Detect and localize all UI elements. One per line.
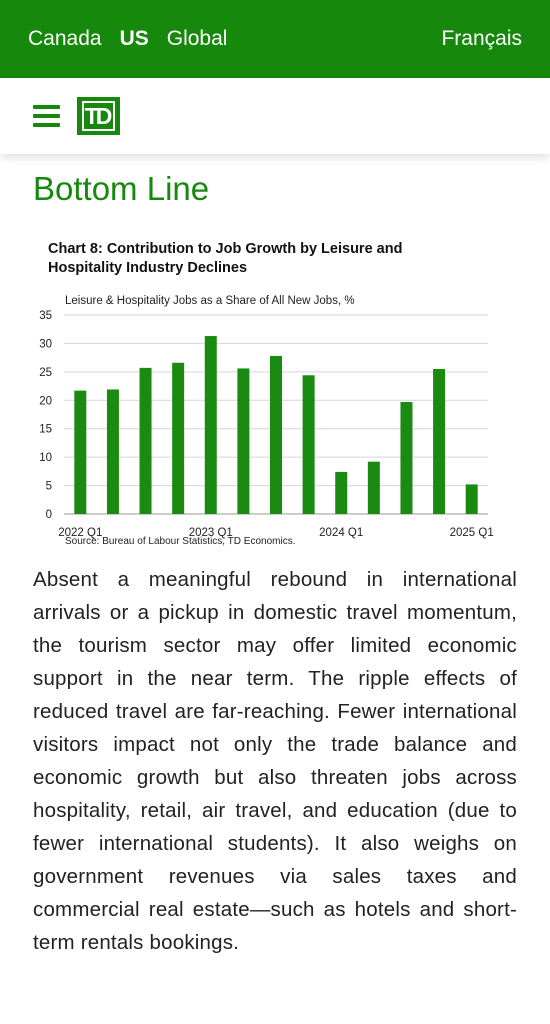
x-tick-label: 2025 Q1 bbox=[449, 527, 494, 539]
bar-2025-q1 bbox=[466, 484, 478, 514]
bar-2024-q2 bbox=[368, 462, 380, 514]
bar-2023-q3 bbox=[270, 356, 282, 514]
chart-subtitle: Leisure & Hospitality Jobs as a Share of All New Jobs, % bbox=[65, 295, 355, 307]
bar-2023-q4 bbox=[303, 375, 315, 514]
bar-2022-q1 bbox=[74, 391, 86, 514]
bar-chart bbox=[0, 290, 550, 539]
site-header bbox=[0, 78, 550, 154]
language-toggle[interactable]: Français bbox=[441, 27, 522, 50]
y-tick-label: 35 bbox=[39, 310, 52, 322]
x-tick-label: 2022 Q1 bbox=[58, 527, 103, 539]
region-link-global[interactable]: Global bbox=[166, 27, 228, 50]
bar-2024-q4 bbox=[433, 369, 445, 514]
article-paragraph: Absent a meaningful rebound in international arrivals or a pickup in domestic travel momentum, the tourism sector may offer limited economic support in the near term. The ripple effects of reduced travel are far-reaching. Fewer international visitors impact not only the trade balance and economic growth but also threaten jobs across hospitality, retail, air travel, and education (due to fewer international students). It also weighs on government revenues via sales taxes and commercial real estate—such as hotels and short-term rentals bookings. bbox=[33, 568, 517, 954]
y-tick-label: 30 bbox=[39, 338, 52, 351]
y-tick-label: 25 bbox=[39, 366, 52, 379]
bar-2022-q4 bbox=[172, 363, 184, 514]
bar-2022-q2 bbox=[107, 389, 119, 514]
y-tick-label: 0 bbox=[45, 509, 52, 521]
bar-2023-q1 bbox=[205, 336, 217, 514]
x-tick-label: 2024 Q1 bbox=[319, 527, 364, 539]
chart-title: Chart 8: Contribution to Job Growth by Leisure and Hospitality Industry Declines bbox=[48, 241, 403, 276]
top-nav-bar bbox=[0, 0, 550, 78]
x-tick-label: 2023 Q1 bbox=[188, 527, 233, 539]
bar-2023-q2 bbox=[237, 368, 249, 514]
y-tick-label: 15 bbox=[39, 423, 52, 436]
section-heading: Bottom Line bbox=[33, 170, 210, 207]
bar-2024-q1 bbox=[335, 472, 347, 514]
bar-2022-q3 bbox=[140, 368, 152, 514]
y-tick-label: 5 bbox=[45, 480, 52, 493]
chart-source: Source: Bureau of Labour Statistics, TD Economics. bbox=[65, 536, 296, 547]
td-logo[interactable] bbox=[77, 97, 120, 135]
y-tick-label: 10 bbox=[39, 452, 52, 465]
hamburger-menu-icon[interactable] bbox=[33, 105, 60, 127]
bar-2024-q3 bbox=[400, 402, 412, 514]
region-link-canada[interactable]: Canada bbox=[28, 27, 102, 50]
logo-text: TD bbox=[82, 101, 116, 131]
y-tick-label: 20 bbox=[39, 395, 52, 408]
region-link-us[interactable]: US bbox=[119, 27, 149, 50]
